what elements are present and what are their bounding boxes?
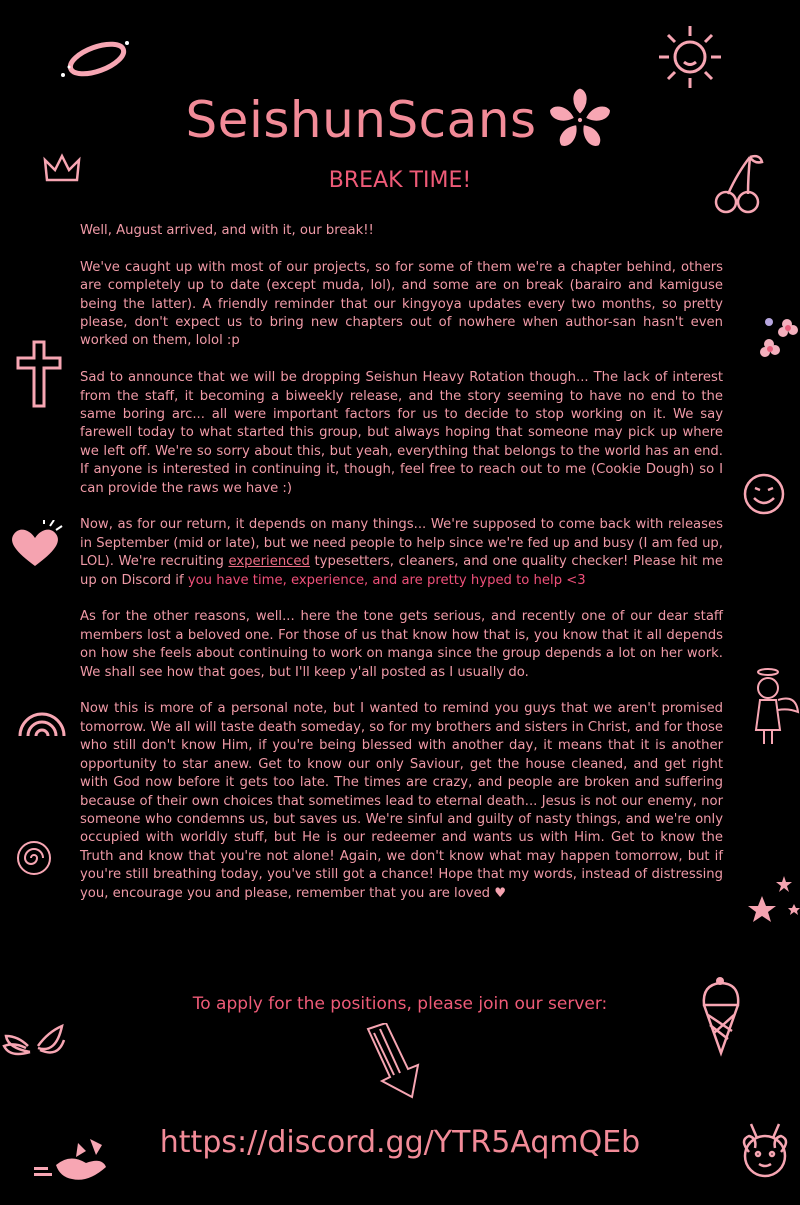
stars-icon — [738, 872, 800, 928]
rainbow-icon — [14, 690, 69, 740]
paragraph-personal-note — [80, 700, 723, 902]
sun-icon — [655, 22, 725, 92]
sakura-flower-icon — [545, 85, 615, 155]
arrow-down-icon — [360, 1023, 436, 1103]
paragraph-projects: We've caught up with most of our projects, so for some of them we're a chapter behind, others are completely up to date (except muda, lol), and some are on break (barairo and kamiguse being the latter). A friendly reminder that our kingyoya updates every two months, so pretty please, don't expect us to bring new chapters out of nowhere when author-san hasn't even worked on them, lolol :p — [80, 259, 723, 349]
paragraph-intro: Well, August arrived, and with it, our break!! — [80, 223, 374, 238]
title-row — [0, 80, 800, 160]
return-highlight: you have time, experience, and are pretty hyped to help <3 — [187, 572, 586, 588]
smiley-icon — [740, 470, 788, 518]
spiral-flower-icon — [14, 838, 54, 878]
return-text-a: Now, as for our return, it depends on many things... We're supposed to come back with releases in September (mid or late), but we need people to help since we're fed up and busy (I am fed up, LOL). We're recruiting — [80, 517, 723, 570]
return-text-b: typesetters, cleaners, and one quality checker! Please hit me up on Discord if — [80, 554, 723, 588]
wings-icon — [0, 1018, 66, 1068]
announcement-body — [80, 222, 723, 921]
paragraph-other-reasons: As for the other reasons, well... here the tone gets serious, and recently one of our dear staff members lost a beloved one. For those of us that know how that is, you know that it all depends on how she feels about continuing to work on manga since the group depends a lot on her work. We shall see how that goes, but I'll keep y'all posted as I usually do. — [80, 609, 723, 680]
heart-icon — [6, 520, 64, 572]
experienced-underline: experienced — [228, 554, 310, 570]
cherry-icon — [710, 152, 765, 217]
page-title: SeishunScans — [185, 91, 537, 149]
angel-icon — [748, 664, 800, 750]
personal-note-text: Now this is more of a personal note, but I wanted to remind you guys that we aren't promised tomorrow. We all will taste death someday, so for my brothers and sisters in Christ, and for those who still don't know Him, if you're being blessed with another day, it means that it is another opportunity to star anew. Get to know our only Saviour, get the house cleaned, and get right with God now before it gets too late. The times are crazy, and people are broken and suffering because of their own choices that sometimes lead to eternal death... Jesus is not our enemy, nor someone who condemns us, but saves us. We're sinful and guilty of nasty things, and we're only occupied with worldly stuff, but He is our redeemer and wants us with Him. Get to know the Truth and know that you're not alone! Again, we don't know what may happen tomorrow, but if you're still breathing today, you've still got a chance! Hope that my words, instead of distressing you, encourage you and please, remember that you are loved — [80, 701, 723, 901]
apply-text: To apply for the positions, please join our server: — [192, 994, 608, 1014]
ice-cream-icon — [698, 975, 744, 1057]
heart-glyph: ♥ — [494, 885, 507, 901]
bee-icon — [735, 1118, 797, 1186]
crown-icon — [42, 152, 82, 186]
lips-icon — [32, 1135, 110, 1183]
paragraph-return — [80, 516, 723, 590]
halo-icon — [55, 35, 135, 85]
page-subtitle: BREAK TIME! — [328, 168, 472, 193]
cross-icon — [14, 338, 64, 410]
paragraph-dropping: Sad to announce that we will be dropping Seishun Heavy Rotation though... The lack of interest from the staff, it becoming a biweekly release, and the story seeming to have no end to the same boring arc... all were important factors for us to decide to stop working on it. We say farewell today to what started this group, but always hoping that someone may pick up where we left off. We're so sorry about this, but yeah, everything that belongs to the world has an end. If anyone is interested in continuing it, though, feel free to reach out to me (Cookie Dough) so I can provide the raws we have :) — [80, 370, 723, 496]
small-flowers-icon — [757, 312, 800, 364]
discord-link[interactable]: https://discord.gg/YTR5AqmQEb — [159, 1125, 641, 1160]
